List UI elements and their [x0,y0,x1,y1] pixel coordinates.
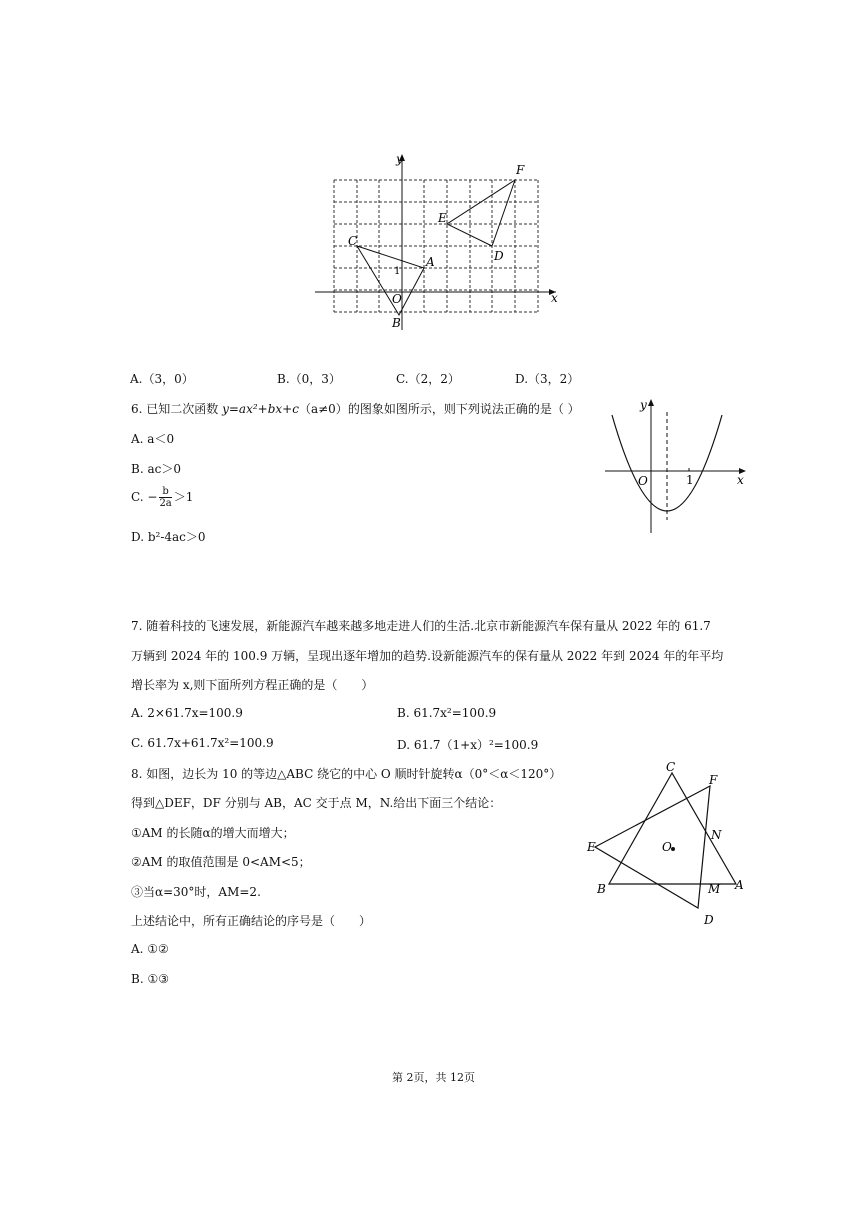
x-axis-label: x [551,291,558,305]
point-B-label: B [597,882,606,896]
x-axis-label: x [737,473,744,487]
point-E-label: E [438,211,447,225]
q6-optc-prefix: C. − [131,490,158,504]
origin-label: O [392,292,402,306]
point-A-label: A [735,878,744,892]
q6-condition: （a≠0） [298,402,348,416]
q6-option-c[interactable] [131,486,193,509]
point-F-label: F [516,163,525,177]
q5-option-d[interactable]: D.（3，2） [515,372,580,386]
q8-line-2: 得到△DEF，DF 分别与 AB，AC 交于点 M，N.给出下面三个结论： [131,796,502,810]
point-C-label: C [666,760,676,774]
fraction [159,486,171,509]
q8-question: 上述结论中，所有正确结论的序号是（ ） [131,914,372,928]
q5-option-c[interactable]: C.（2，2） [396,372,460,386]
q6-stem-pre: 6. 已知二次函数 [131,402,223,416]
q7-option-d[interactable]: D. 61.7（1+x）²=100.9 [397,738,539,752]
q6-option-d[interactable]: D. b²-4ac＞0 [131,530,206,544]
q6-formula: y=ax²+bx+c [222,402,299,416]
q5-option-b[interactable]: B.（0，3） [277,372,341,386]
point-E-label: E [587,840,596,854]
q6-stem [131,400,580,417]
q7-line-2: 万辆到 2024 年的 100.9 万辆，呈现出逐年增加的趋势.设新能源汽车的保有量从 2022 年到 2024 年的年平均 [131,649,724,663]
page-footer: 第 2页，共 12页 [392,1071,475,1084]
q8-option-b[interactable]: B. ①③ [131,972,169,986]
coordinate-grid-figure [310,150,570,335]
q6-option-b[interactable]: B. ac＞0 [131,462,181,476]
unit-label: 1 [394,266,401,277]
q8-option-a[interactable]: A. ①② [131,942,169,956]
q7-option-b[interactable]: B. 61.7x²=100.9 [397,706,497,720]
y-axis-label: y [640,398,647,412]
fraction-numerator: b [159,486,171,498]
fraction-denominator: 2a [159,498,172,509]
q8-line-1: 8. 如图，边长为 10 的等边△ABC 绕它的中心 O 顺时针旋转α（0°＜α＜120°） [131,767,562,781]
q7-option-a[interactable]: A. 2×61.7x=100.9 [131,706,243,720]
q7-option-c[interactable]: C. 61.7x+61.7x²=100.9 [131,736,274,750]
point-M-label: M [708,882,721,896]
point-N-label: N [711,828,722,842]
q8-conclusion-2: ②AM 的取值范围是 0<AM<5； [131,855,311,869]
q7-line-1: 7. 随着科技的飞速发展，新能源汽车越来越多地走进人们的生活.北京市新能源汽车保有量从 2022 年的 61.7 [131,619,711,633]
y-axis-label: y [396,152,403,166]
point-D-label: D [494,249,504,263]
point-F-label: F [709,773,718,787]
unit-tick-label: 1 [686,473,694,487]
point-B-label: B [392,316,401,330]
point-A-label: A [426,255,435,269]
q8-conclusion-3: ③当α=30°时，AM=2. [131,885,261,899]
parabola-graph [600,395,755,540]
q6-optc-suffix: ＞1 [173,490,194,504]
q8-conclusion-1: ①AM 的长随α的增大而增大； [131,826,295,840]
q6-stem-post: 的图象如图所示，则下列说法正确的是（ ） [347,402,580,416]
point-D-label: D [704,913,714,927]
q7-line-3: 增长率为 x,则下面所列方程正确的是（ ） [131,678,374,692]
q6-option-a[interactable]: A. a＜0 [131,432,175,446]
point-C-label: C [348,234,358,248]
rotated-triangles-figure [585,758,755,930]
origin-label: O [638,474,648,488]
q5-option-a[interactable]: A.（3，0） [130,372,194,386]
center-O-label: O [662,840,672,854]
